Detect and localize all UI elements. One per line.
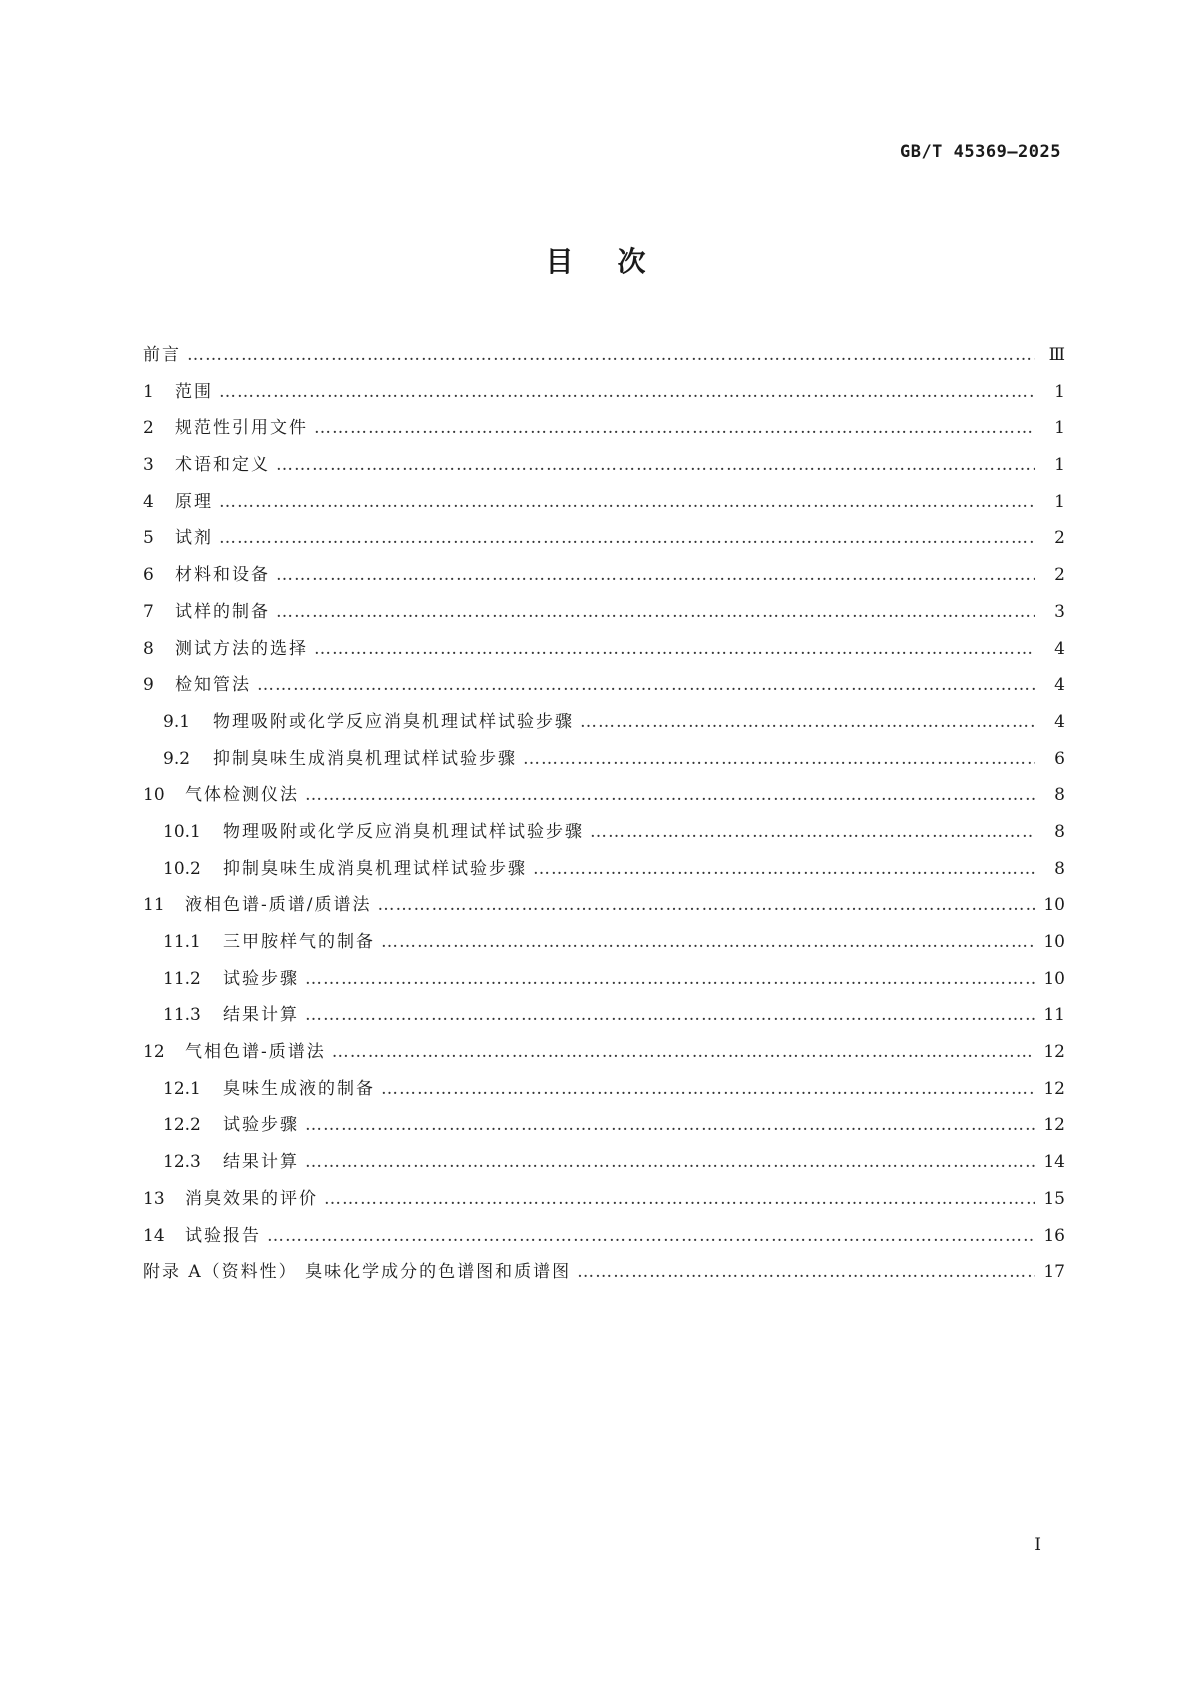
toc-entry-annex[interactable]: 附录 A（资料性） 臭味化学成分的色谱图和质谱图 …………………………………………………………………………………………………………………………………………………………………………………………………………………………………… 17 [143, 1257, 1065, 1294]
toc-subentry[interactable]: 11.3 结果计算 …………………………………………………………………………………………………………………………………………………………………………………………………………………………………… 11 [143, 1000, 1065, 1037]
toc-entry[interactable]: 3 术语和定义 …………………………………………………………………………………………………………………………………………………………………………………………………………………………………… 1 [143, 450, 1065, 487]
toc-entry[interactable]: 12 气相色谱-质谱法 …………………………………………………………………………………………………………………………………………………………………………………………………………………………………… 12 [143, 1037, 1065, 1074]
toc-entry[interactable]: 前言 …………………………………………………………………………………………………………………………………………………………………………………………………………………………………… Ⅲ [143, 340, 1065, 377]
toc-entry[interactable]: 9 检知管法 …………………………………………………………………………………………………………………………………………………………………………………………………………………………………… 4 [143, 670, 1065, 707]
toc-entry[interactable]: 13 消臭效果的评价 …………………………………………………………………………………………………………………………………………………………………………………………………………………………………… 15 [143, 1184, 1065, 1221]
toc-entry[interactable]: 8 测试方法的选择 …………………………………………………………………………………………………………………………………………………………………………………………………………………………………… 4 [143, 634, 1065, 671]
toc-subentry[interactable]: 11.2 试验步骤 …………………………………………………………………………………………………………………………………………………………………………………………………………………………………… 10 [143, 964, 1065, 1001]
toc-subentry[interactable]: 9.2 抑制臭味生成消臭机理试样试验步骤 …………………………………………………………………………………………………………………………………………………………………………………………………………………………………… 6 [143, 744, 1065, 781]
toc-entry[interactable]: 1 范围 …………………………………………………………………………………………………………………………………………………………………………………………………………………………………… 1 [143, 377, 1065, 414]
toc-entry[interactable]: 4 原理 …………………………………………………………………………………………………………………………………………………………………………………………………………………………………… 1 [143, 487, 1065, 524]
toc-subentry[interactable]: 12.2 试验步骤 …………………………………………………………………………………………………………………………………………………………………………………………………………………………………… 12 [143, 1110, 1065, 1147]
table-of-contents [143, 340, 1065, 1294]
toc-entry[interactable]: 14 试验报告 …………………………………………………………………………………………………………………………………………………………………………………………………………………………………… 16 [143, 1221, 1065, 1258]
standard-number: GB/T 45369—2025 [899, 142, 1061, 162]
toc-entry[interactable]: 2 规范性引用文件 …………………………………………………………………………………………………………………………………………………………………………………………………………………………………… 1 [143, 413, 1065, 450]
toc-entry[interactable]: 6 材料和设备 …………………………………………………………………………………………………………………………………………………………………………………………………………………………………… 2 [143, 560, 1065, 597]
toc-subentry[interactable]: 11.1 三甲胺样气的制备 …………………………………………………………………………………………………………………………………………………………………………………………………………………………………… 10 [143, 927, 1065, 964]
toc-subentry[interactable]: 10.2 抑制臭味生成消臭机理试样试验步骤 …………………………………………………………………………………………………………………………………………………………………………………………………………………………………… 8 [143, 854, 1065, 891]
page-title: 目次 [545, 245, 690, 278]
page-number: I [1034, 1535, 1041, 1555]
toc-entry[interactable]: 5 试剂 …………………………………………………………………………………………………………………………………………………………………………………………………………………………………… 2 [143, 523, 1065, 560]
toc-entry[interactable]: 7 试样的制备 …………………………………………………………………………………………………………………………………………………………………………………………………………………………………… 3 [143, 597, 1065, 634]
toc-subentry[interactable]: 10.1 物理吸附或化学反应消臭机理试样试验步骤 …………………………………………………………………………………………………………………………………………………………………………………………………………………………………… 8 [143, 817, 1065, 854]
toc-subentry[interactable]: 12.1 臭味生成液的制备 …………………………………………………………………………………………………………………………………………………………………………………………………………………………………… 12 [143, 1074, 1065, 1111]
toc-entry[interactable]: 11 液相色谱-质谱/质谱法 …………………………………………………………………………………………………………………………………………………………………………………………………………………………………… 10 [143, 890, 1065, 927]
toc-subentry[interactable]: 9.1 物理吸附或化学反应消臭机理试样试验步骤 …………………………………………………………………………………………………………………………………………………………………………………………………………………………………… 4 [143, 707, 1065, 744]
toc-subentry[interactable]: 12.3 结果计算 …………………………………………………………………………………………………………………………………………………………………………………………………………………………………… 14 [143, 1147, 1065, 1184]
toc-entry[interactable]: 10 气体检测仪法 …………………………………………………………………………………………………………………………………………………………………………………………………………………………………… 8 [143, 780, 1065, 817]
